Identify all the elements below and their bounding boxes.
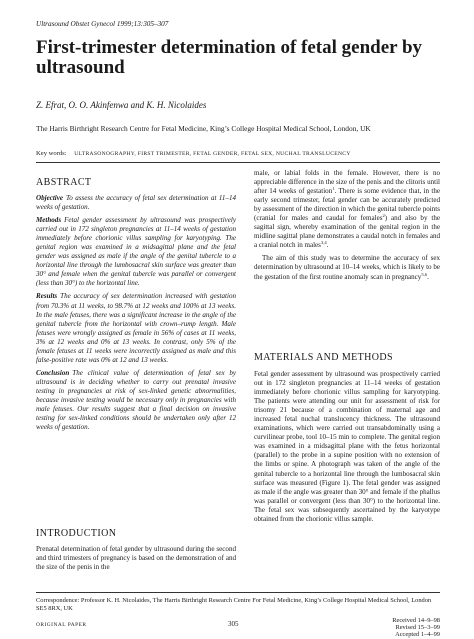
conclusion-text: The clinical value of determination of fetal sex by ultrasound is in deciding whether to carry out prenatal invasive testing in pregnancies at risk of sex-linked genetic abnormalities, because invasive testing would be necessary only in pregnancies with male fetuses. Our results suggest that a final decision on invasive testing for sex-linked conditions should be undertaken only after 12 weeks of gestation. (36, 368, 236, 432)
citation-ref: 5,6 (421, 271, 428, 277)
article-type-label: ORIGINAL PAPER (36, 622, 87, 628)
introduction-heading: INTRODUCTION (36, 528, 117, 539)
intro-text-d: . (326, 241, 329, 250)
aim-text-end: . (427, 272, 429, 281)
page-number: 305 (228, 620, 239, 628)
intro-text-c: ) and also by the sagittal sign, whereby examination of the genital region in the midline sagittal plane demonstrates a caudal notch in females and a cranial notch in males (254, 214, 441, 250)
intro-text-a: male, or labial folds in the female. However, there is no appreciable difference in the size of the penis and the clitoris until after 14 weeks of gestation (254, 169, 440, 196)
conclusion-label: Conclusion (36, 368, 70, 377)
affiliation: The Harris Birthright Research Centre for Fetal Medicine, King’s College Hospital Medical School, London, UK (36, 124, 371, 133)
objective-label: Objective (36, 194, 63, 202)
results-label: Results (36, 292, 58, 301)
footer-divider (36, 592, 440, 593)
received-date: Received 14–9–98 (392, 617, 440, 624)
introduction-body (36, 545, 236, 572)
abstract-objective (36, 194, 236, 212)
accepted-date: Accepted 1–4–99 (395, 631, 440, 639)
methods-heading: MATERIALS AND METHODS (254, 352, 393, 363)
methods-paragraph: Fetal gender assessment by ultrasound was prospectively carried out in 172 singleton pregnancies at 11–14 weeks of gestation immediately before chorionic villus sampling for karyotyping. The patients were attending our unit for assessment of risk for trisomy 21 because of a combination of maternal age and increased fetal nuchal translucency thickness. The ultrasound examinations, which were carried out transabdominally using a curvilinear probe, tool 10–15 min to complete. The genital region was examined in a midsagittal plane with the fetus horizontal (parallel) to the probe in a supine position with no extension of the limbs or spine. A photograph was taken of the angle of the genital tubercle to a horizontal line through the lumbosacral skin surface was measured (Figure 1). The fetal gender was assigned as male if the angle was greater than 30° and female if the phallus was parallel or convergent (less than 30°) to the horizontal line. The fetal sex was subsequently ascertained by the karyotype obtained from the chorionic villus sample. (254, 370, 440, 523)
header-divider (36, 162, 440, 163)
abstract-body (36, 194, 236, 436)
citation-ref: 3,4 (320, 240, 327, 246)
intro-paragraph-1 (254, 169, 440, 250)
aim-text: The aim of this study was to determine the accuracy of sex determination by ultrasound at 10–14 weeks, which is likely to be the gestation of the first routine anomaly scan in pregnancy (254, 254, 440, 281)
intro-paragraph-2 (254, 254, 440, 281)
abstract-methods (36, 216, 236, 288)
keywords-line (36, 150, 440, 157)
methods-label: Methods (36, 216, 62, 225)
author-list: Z. Efrat, O. O. Akinfenwa and K. H. Nicolaides (36, 100, 207, 110)
citation-ref: 1 (332, 186, 335, 192)
methods-text: Fetal gender assessment by ultrasound was prospectively carried out in 172 singleton pregnancies at 11–14 weeks of gestation immediately before chorionic villus sampling for karyotyping. The genital region was examined in a midsagittal plane and the fetal gender was assigned as male if the angle of the genital tubercle to a horizontal line through the lumbosacral skin surface was greater than 30° and female when the genital tubercle was parallel or convergent (less than 30°) to the horizontal line. (36, 216, 236, 288)
journal-citation: Ultrasound Obstet Gynecol 1999;13:305–307 (36, 20, 169, 28)
abstract-results (36, 292, 236, 364)
article-title: First-trimester determination of fetal gender by ultrasound (36, 37, 423, 78)
keywords-list: ULTRASONOGRAPHY, FIRST TRIMESTER, FETAL GENDER, FETAL SEX, NUCHAL TRANSLUCENCY (74, 151, 351, 157)
paper-page (36, 0, 441, 639)
abstract-conclusion (36, 369, 236, 432)
abstract-heading: ABSTRACT (36, 177, 92, 188)
intro-text-b: . There is some evidence that, in the early second trimester, fetal gender can be accurately predicted by assessment of the direction in which the genital tubercle points (cranial for males and caudal for females (254, 187, 440, 223)
revised-date: Revised 15–3–99 (395, 624, 440, 632)
results-text: The accuracy of sex determination increased with gestation from 70.3% at 11 weeks, to 98.7% at 12 weeks and 100% at 13 weeks. In the male fetuses, there was a significant increase in the angle of the genital tubercle from the horizontal with crown–rump length. Male fetuses were wrongly assigned as female in 56% of cases at 11 weeks, 3% at 12 weeks and 0% at 13 weeks. In contrast, only 5% of the female fetuses at 11 weeks were incorrectly assigned as male and this false-positive rate was 0% at 12 and 13 weeks. (36, 292, 236, 364)
correspondence-note: Correspondence: Professor K. H. Nicolaides, The Harris Birthright Research Centre For Fetal Medicine, King’s College Hospital Medical School, London SE5 8RX, UK (36, 597, 432, 613)
citation-ref: 2 (382, 213, 385, 219)
introduction-continued (254, 169, 440, 286)
methods-body (254, 370, 440, 524)
objective-text: To assess the accuracy of fetal sex determination at 11–14 weeks of gestation. (36, 194, 236, 212)
submission-dates (392, 617, 440, 639)
introduction-text: Prenatal determination of fetal gender by ultrasound during the second and third trimesters of pregnancy is based on the demonstration of and the size of the penis in the (36, 545, 236, 572)
keywords-label: Key words: (36, 150, 67, 157)
